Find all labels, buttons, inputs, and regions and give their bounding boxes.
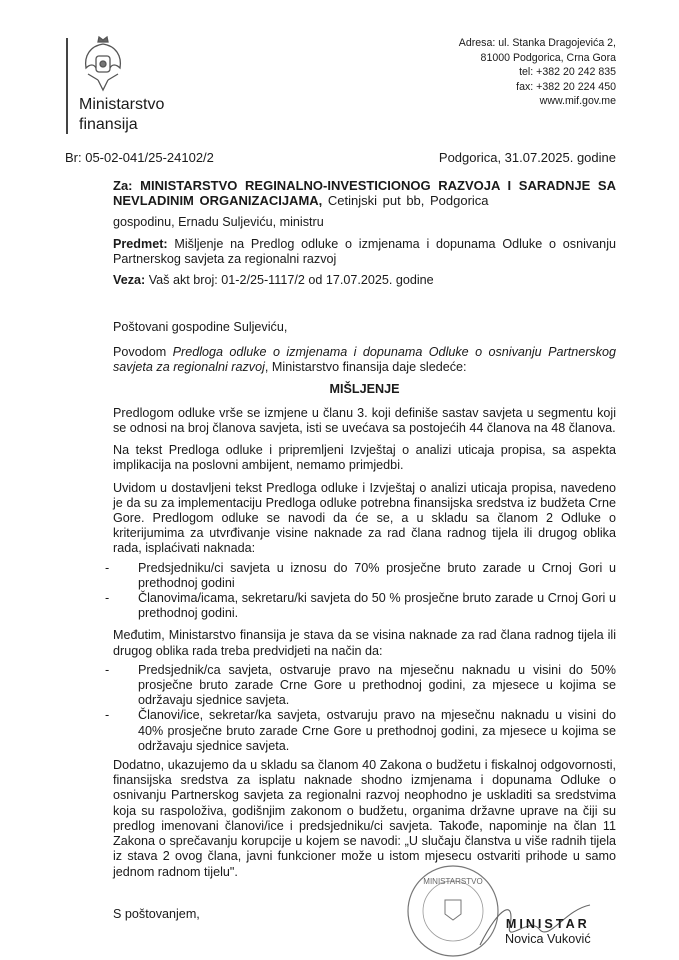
intro-a: Povodom [113, 345, 173, 360]
letter-body [113, 320, 616, 880]
list-item: - Članovi/ice, sekretar/ka savjeta, ostvaruju pravo na mjesečnu naknadu u visini do 40% prosječne bruto zarade Crne Gore u prethodnoj godini, za mjesece u kojima se održavaju sjednice savjeta. [113, 708, 616, 754]
closing: S poštovanjem, [113, 907, 200, 921]
ministry-name-line1: Ministarstvo [79, 96, 165, 113]
subject-label: Predmet: [113, 236, 168, 251]
address-city: 81000 Podgorica, Crna Gora [480, 51, 616, 64]
fee-list-current [113, 561, 616, 622]
paragraph-4: Međutim, Ministarstvo finansija je stava da se visina naknade za rad člana radnog tijela ili drugog oblika rada treba predvidjeti na način da: [113, 628, 616, 658]
list-item: - Predsjednik/ca savjeta, ostvaruje pravo na mjesečnu naknadu u visini do 50% prosječne bruto zarade Crne Gore u prethodnoj godini, za mjesece u kojima se održavaju sjednice savjeta. [113, 663, 616, 709]
ministry-name [79, 95, 164, 135]
signature-block [505, 917, 591, 947]
phone: tel: +382 20 242 835 [519, 66, 616, 78]
intro-italic: Predloga odluke o izmjenama i dopunama Odluke o osnivanju Partnerskog savjeta za regionalni razvoj [113, 345, 616, 375]
address-line: Adresa: ul. Stanka Dragojevića 2, [458, 37, 616, 49]
recipient-address: Cetinjski put bb, Podgorica [322, 193, 489, 209]
paragraph-2: Na tekst Predloga odluke i pripremljeni Izvještaj o analizi uticaja propisa, sa aspekta implikacija na poslovni ambijent, nemamo primjedbi. [113, 443, 616, 473]
list-item: - Članovima/icama, sekretaru/ki savjeta do 50 % prosječne bruto zarade u Crnoj Gori u prethodnoj godini. [113, 591, 616, 621]
reference-text: Vaš akt broj: 01-2/25-1117/2 od 17.07.2025. godine [145, 273, 434, 288]
recipient-person: gospodinu, Ernadu Suljeviću, ministru [113, 215, 324, 230]
reference-number: Br: 05-02-041/25-24102/2 [65, 150, 214, 165]
signatory-name: Novica Vuković [505, 932, 591, 947]
paragraph-3: Uvidom u dostavljeni tekst Predloga odluke i Izvještaj o analizi uticaja propisa, navedeno je da su za implementaciju Predloga odluke potrebna finansijska sredstva iz budžeta Crne Gore. Predlogom odluke se navodi da će se, a u skladu sa članom 2 Odluke o kriterijumima za utvrđivanje visine naknade za rad člana radnog tijela ili drugog oblika rada, isplaćivati naknada: [113, 480, 616, 556]
header-divider [66, 38, 68, 134]
paragraph-5: Dodatno, ukazujemo da u skladu sa članom 40 Zakona o budžetu i fiskalnoj odgovornosti, finansijska sredstva za isplatu naknade shodno izmjenama i dopunama Odluke o osnivanju Partnerskog savjeta za regionalni razvoj neophodno je uskladiti sa sredstvima koja su raspoloživa, godišnjim zakonom o budžetu, organima državne uprave na čiji su predlog imenovani članovi/ice i predsjedniku/ci savjeta. Takođe, napominje na član 11 Zakona o sprečavanju korupcije u kojem se navodi: „U slučaju članstva u više radnih tijela iz stava 2 ovog člana, javni funkcioner može u istom mjesecu ostvariti prihode u samo jednom radnom tijelu". [113, 758, 616, 879]
intro-paragraph [113, 345, 616, 375]
paragraph-1: Predlogom odluke vrše se izmjene u članu 3. koji definiše sastav savjeta u segmentu koji se odnosi na broj članova savjeta, isti se uvećava sa postojećih 44 članova na 48 članova. [113, 405, 616, 436]
coat-of-arms-icon [80, 34, 126, 94]
opinion-heading: MIŠLJENJE [329, 381, 400, 396]
recipient-label: Za: [113, 178, 133, 193]
ministry-name-line2: finansija [79, 116, 138, 133]
list-item: - Predsjedniku/ci savjeta u iznosu do 70% prosječne bruto zarade u Crnoj Gori u prethodnoj godini [113, 561, 616, 591]
intro-b: , Ministarstvo finansija daje sledeće: [264, 360, 467, 375]
document-date: Podgorica, 31.07.2025. godine [438, 150, 616, 165]
recipient-org: MINISTARSTVO REGINALNO-INVESTICIONOG RAZVOJA I SARADNJE SA NEVLADINIM ORGANIZACIJAMA, [113, 178, 616, 209]
website: www.mif.gov.me [539, 95, 616, 107]
recipient-block [113, 178, 616, 288]
reference-label: Veza: [113, 273, 146, 288]
svg-text:MINISTARSTVO: MINISTARSTVO [423, 877, 483, 886]
salutation: Poštovani gospodine Suljeviću, [113, 320, 288, 334]
address-block [459, 36, 616, 109]
fax: fax: +382 20 224 450 [516, 80, 616, 93]
subject-text: Mišljenje na Predlog odluke o izmjenama i dopunama Odluke o osnivanju Partnerskog savjeta za regionalni razvoj [113, 236, 616, 266]
signatory-title: MINISTAR [505, 917, 590, 931]
fee-list-proposed [113, 663, 616, 754]
